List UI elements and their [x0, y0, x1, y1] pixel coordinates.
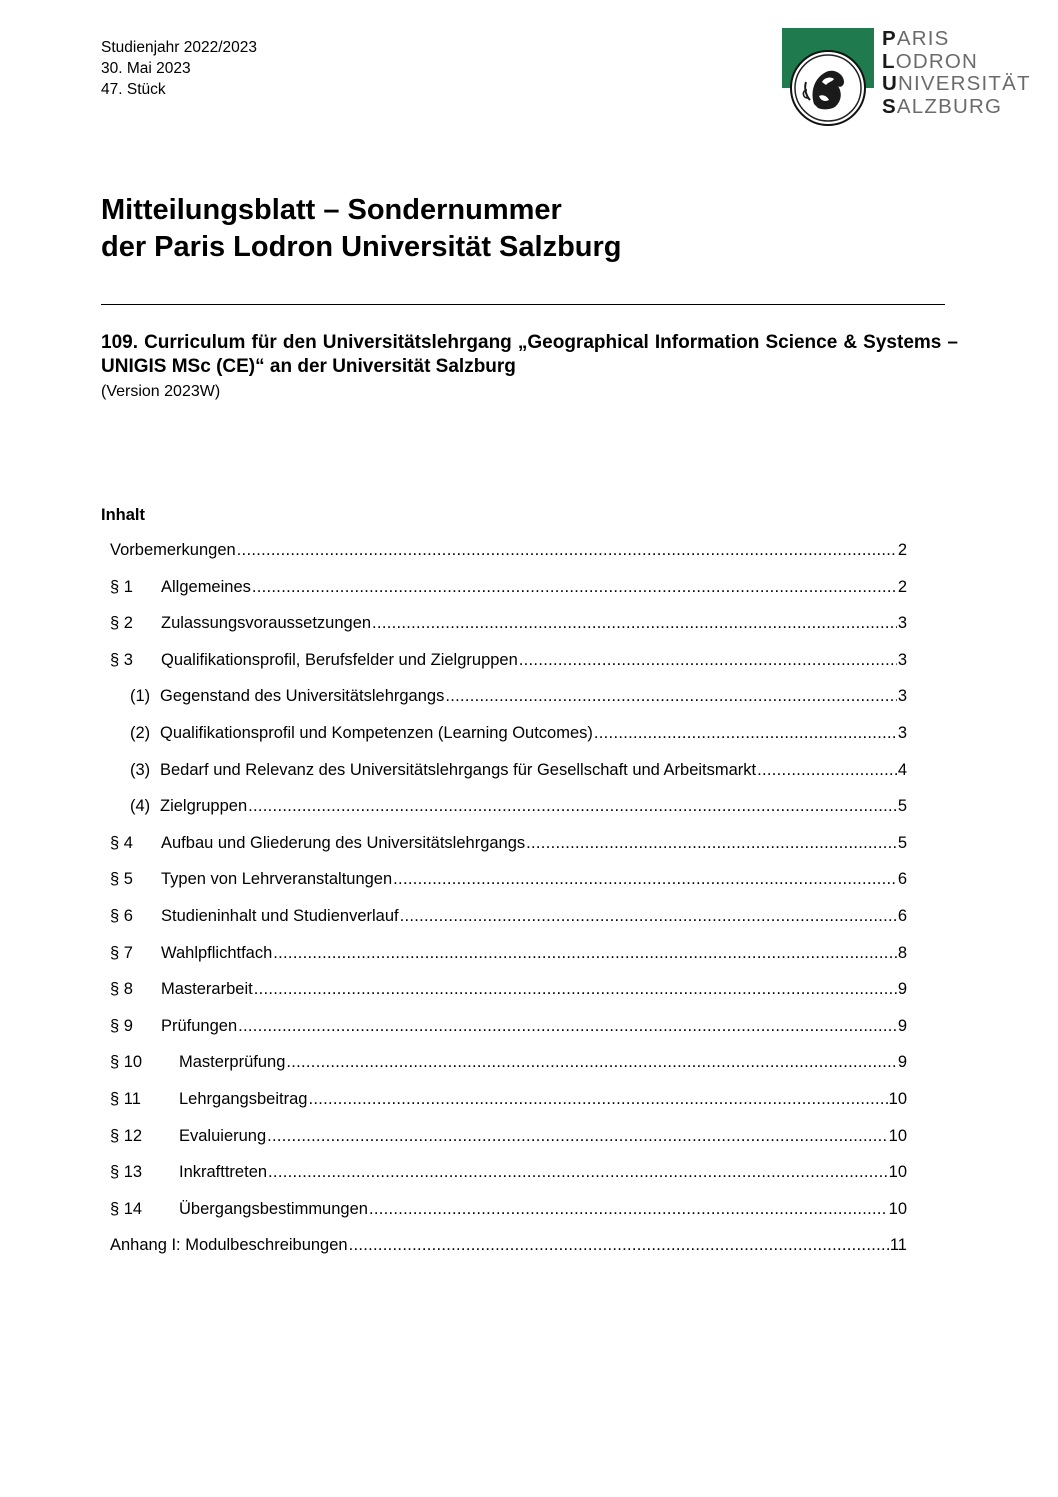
toc-entry[interactable]	[110, 1012, 907, 1049]
toc-dot-leader	[238, 1012, 897, 1040]
toc-dot-leader	[526, 829, 897, 857]
toc-entry-label: Evaluierung	[179, 1126, 267, 1145]
title-divider	[101, 304, 945, 305]
toc-entry-number: (1)	[130, 687, 151, 706]
toc-entry-number: § 9	[110, 1016, 133, 1035]
toc-entry-page: 10	[888, 1089, 907, 1108]
toc-entry-page: 5	[897, 797, 907, 816]
toc-entry-page: 6	[897, 906, 907, 925]
toc-entry[interactable]	[110, 536, 907, 573]
curriculum-title: 109. Curriculum für den Universitätslehrgang „Geographical Information Science & Systems – UNIGIS MSc (CE)“ an der Universität Salzburg	[101, 332, 958, 377]
toc-entry-label: Masterprüfung	[179, 1053, 286, 1072]
toc-entry[interactable]	[110, 682, 907, 719]
toc-entry[interactable]	[110, 1231, 907, 1268]
toc-entry[interactable]	[110, 646, 907, 683]
toc-dot-leader	[248, 792, 897, 820]
toc-entry-page: 4	[897, 760, 907, 779]
toc-entry-page: 3	[897, 723, 907, 742]
toc-entry-label: Inkrafttreten	[179, 1163, 268, 1182]
lion-seal-icon	[790, 50, 866, 126]
toc-entry-number: § 6	[110, 906, 133, 925]
toc-entry-label: Allgemeines	[161, 577, 251, 596]
toc-entry-number: § 12	[110, 1126, 143, 1145]
toc-entry[interactable]	[110, 756, 907, 793]
toc-entry[interactable]	[110, 573, 907, 610]
toc-entry-page: 3	[897, 614, 907, 633]
toc-entry-label: Prüfungen	[161, 1016, 238, 1035]
toc-dot-leader	[757, 756, 897, 784]
toc-dot-leader	[308, 1085, 887, 1113]
toc-entry-label: Bedarf und Relevanz des Universitätslehrgangs für Gesellschaft und Arbeitsmarkt	[160, 760, 757, 779]
toc-entry-number: (4)	[130, 797, 151, 816]
toc-entry-number: § 3	[110, 650, 133, 669]
toc-entry-page: 10	[888, 1126, 907, 1145]
toc-entry-label: Zielgruppen	[160, 797, 248, 816]
toc-entry-label: Aufbau und Gliederung des Universitätslehrgangs	[161, 833, 526, 852]
toc-entry-label: Übergangsbestimmungen	[179, 1199, 368, 1218]
toc-dot-leader	[273, 939, 897, 967]
toc-dot-leader	[252, 573, 897, 601]
toc-entry[interactable]	[110, 719, 907, 756]
toc-entry-page: 2	[897, 577, 907, 596]
toc-entry-label: Wahlpflichtfach	[161, 943, 273, 962]
curriculum-version: (Version 2023W)	[101, 383, 221, 400]
toc-dot-leader	[268, 1158, 888, 1186]
toc-entry-label: Qualifikationsprofil, Berufsfelder und Zielgruppen	[161, 650, 518, 669]
toc-entry-number: § 7	[110, 943, 133, 962]
toc-entry-page: 3	[897, 650, 907, 669]
logo-line-lodron: LODRON	[882, 49, 979, 73]
toc-entry-label: Qualifikationsprofil und Kompetenzen (Learning Outcomes)	[160, 723, 593, 742]
toc-entry[interactable]	[110, 939, 907, 976]
toc-dot-leader	[594, 719, 897, 747]
toc-entry-number: § 4	[110, 833, 133, 852]
toc-entry-number: (3)	[130, 760, 151, 779]
page-title-line-1: Mitteilungsblatt – Sondernummer	[101, 194, 562, 226]
toc-entry-page: 11	[889, 1236, 907, 1255]
toc-entry-page: 10	[888, 1163, 907, 1182]
toc-dot-leader	[393, 865, 897, 893]
logo-line-paris: PARIS	[882, 27, 950, 50]
toc-entry[interactable]	[110, 1122, 907, 1159]
toc-entry-page: 9	[897, 1016, 907, 1035]
toc-dot-leader	[372, 609, 897, 637]
toc-entry-page: 2	[897, 541, 907, 559]
toc-heading: Inhalt	[101, 506, 145, 524]
toc-entry[interactable]	[110, 1085, 907, 1122]
toc-entry-number: (2)	[130, 723, 151, 742]
page-title-line-2: der Paris Lodron Universität Salzburg	[101, 231, 622, 263]
toc-entry-number: § 14	[110, 1199, 143, 1218]
toc-dot-leader	[237, 536, 897, 564]
document-meta	[101, 37, 257, 100]
toc-dot-leader	[445, 682, 896, 710]
logo-wordmark	[882, 28, 1031, 118]
toc-entry[interactable]	[110, 975, 907, 1012]
toc-entry-page: 6	[897, 870, 907, 889]
toc-entry-label: Gegenstand des Universitätslehrgangs	[160, 687, 445, 706]
toc-entry-page: 8	[897, 943, 907, 962]
toc-dot-leader	[400, 902, 897, 930]
toc-entry[interactable]	[110, 609, 907, 646]
toc-dot-leader	[286, 1048, 896, 1076]
academic-year: Studienjahr 2022/2023	[101, 39, 257, 56]
toc-entry-page: 10	[888, 1199, 907, 1218]
table-of-contents	[110, 536, 907, 1268]
toc-entry-label: Vorbemerkungen	[110, 541, 236, 559]
toc-entry-page: 9	[897, 980, 907, 999]
toc-entry[interactable]	[110, 1048, 907, 1085]
toc-dot-leader	[254, 975, 897, 1003]
toc-entry[interactable]	[110, 902, 907, 939]
toc-entry-page: 3	[897, 687, 907, 706]
toc-entry[interactable]	[110, 1195, 907, 1232]
toc-entry-number: § 1	[110, 577, 133, 596]
toc-entry-label: Masterarbeit	[161, 980, 253, 999]
toc-entry-label: Typen von Lehrveranstaltungen	[161, 870, 393, 889]
toc-entry[interactable]	[110, 1158, 907, 1195]
toc-entry-label: Studieninhalt und Studienverlauf	[161, 906, 399, 925]
university-logo	[782, 28, 1042, 128]
toc-entry-label: Zulassungsvoraussetzungen	[161, 614, 372, 633]
toc-entry-page: 5	[897, 833, 907, 852]
toc-dot-leader	[519, 646, 897, 674]
toc-entry-number: § 5	[110, 870, 133, 889]
toc-entry-label: Anhang I: Modulbeschreibungen	[110, 1236, 348, 1255]
issue-date: 30. Mai 2023	[101, 60, 191, 77]
issue-number: 47. Stück	[101, 81, 166, 98]
toc-entry[interactable]	[110, 865, 907, 902]
logo-line-universitaet: UNIVERSITÄT	[882, 72, 1031, 95]
toc-entry-number: § 8	[110, 980, 133, 999]
logo-line-salzburg: SALZBURG	[882, 94, 1003, 118]
toc-dot-leader	[267, 1122, 888, 1150]
toc-entry-number: § 10	[110, 1053, 143, 1072]
toc-entry-number: § 13	[110, 1163, 143, 1182]
toc-entry[interactable]	[110, 792, 907, 829]
toc-dot-leader	[369, 1195, 888, 1223]
toc-entry-number: § 11	[110, 1089, 141, 1108]
toc-entry-label: Lehrgangsbeitrag	[179, 1089, 308, 1108]
toc-dot-leader	[349, 1231, 889, 1259]
page-title	[101, 192, 622, 266]
toc-entry-page: 9	[897, 1053, 907, 1072]
toc-entry-number: § 2	[110, 614, 133, 633]
toc-entry[interactable]	[110, 829, 907, 866]
